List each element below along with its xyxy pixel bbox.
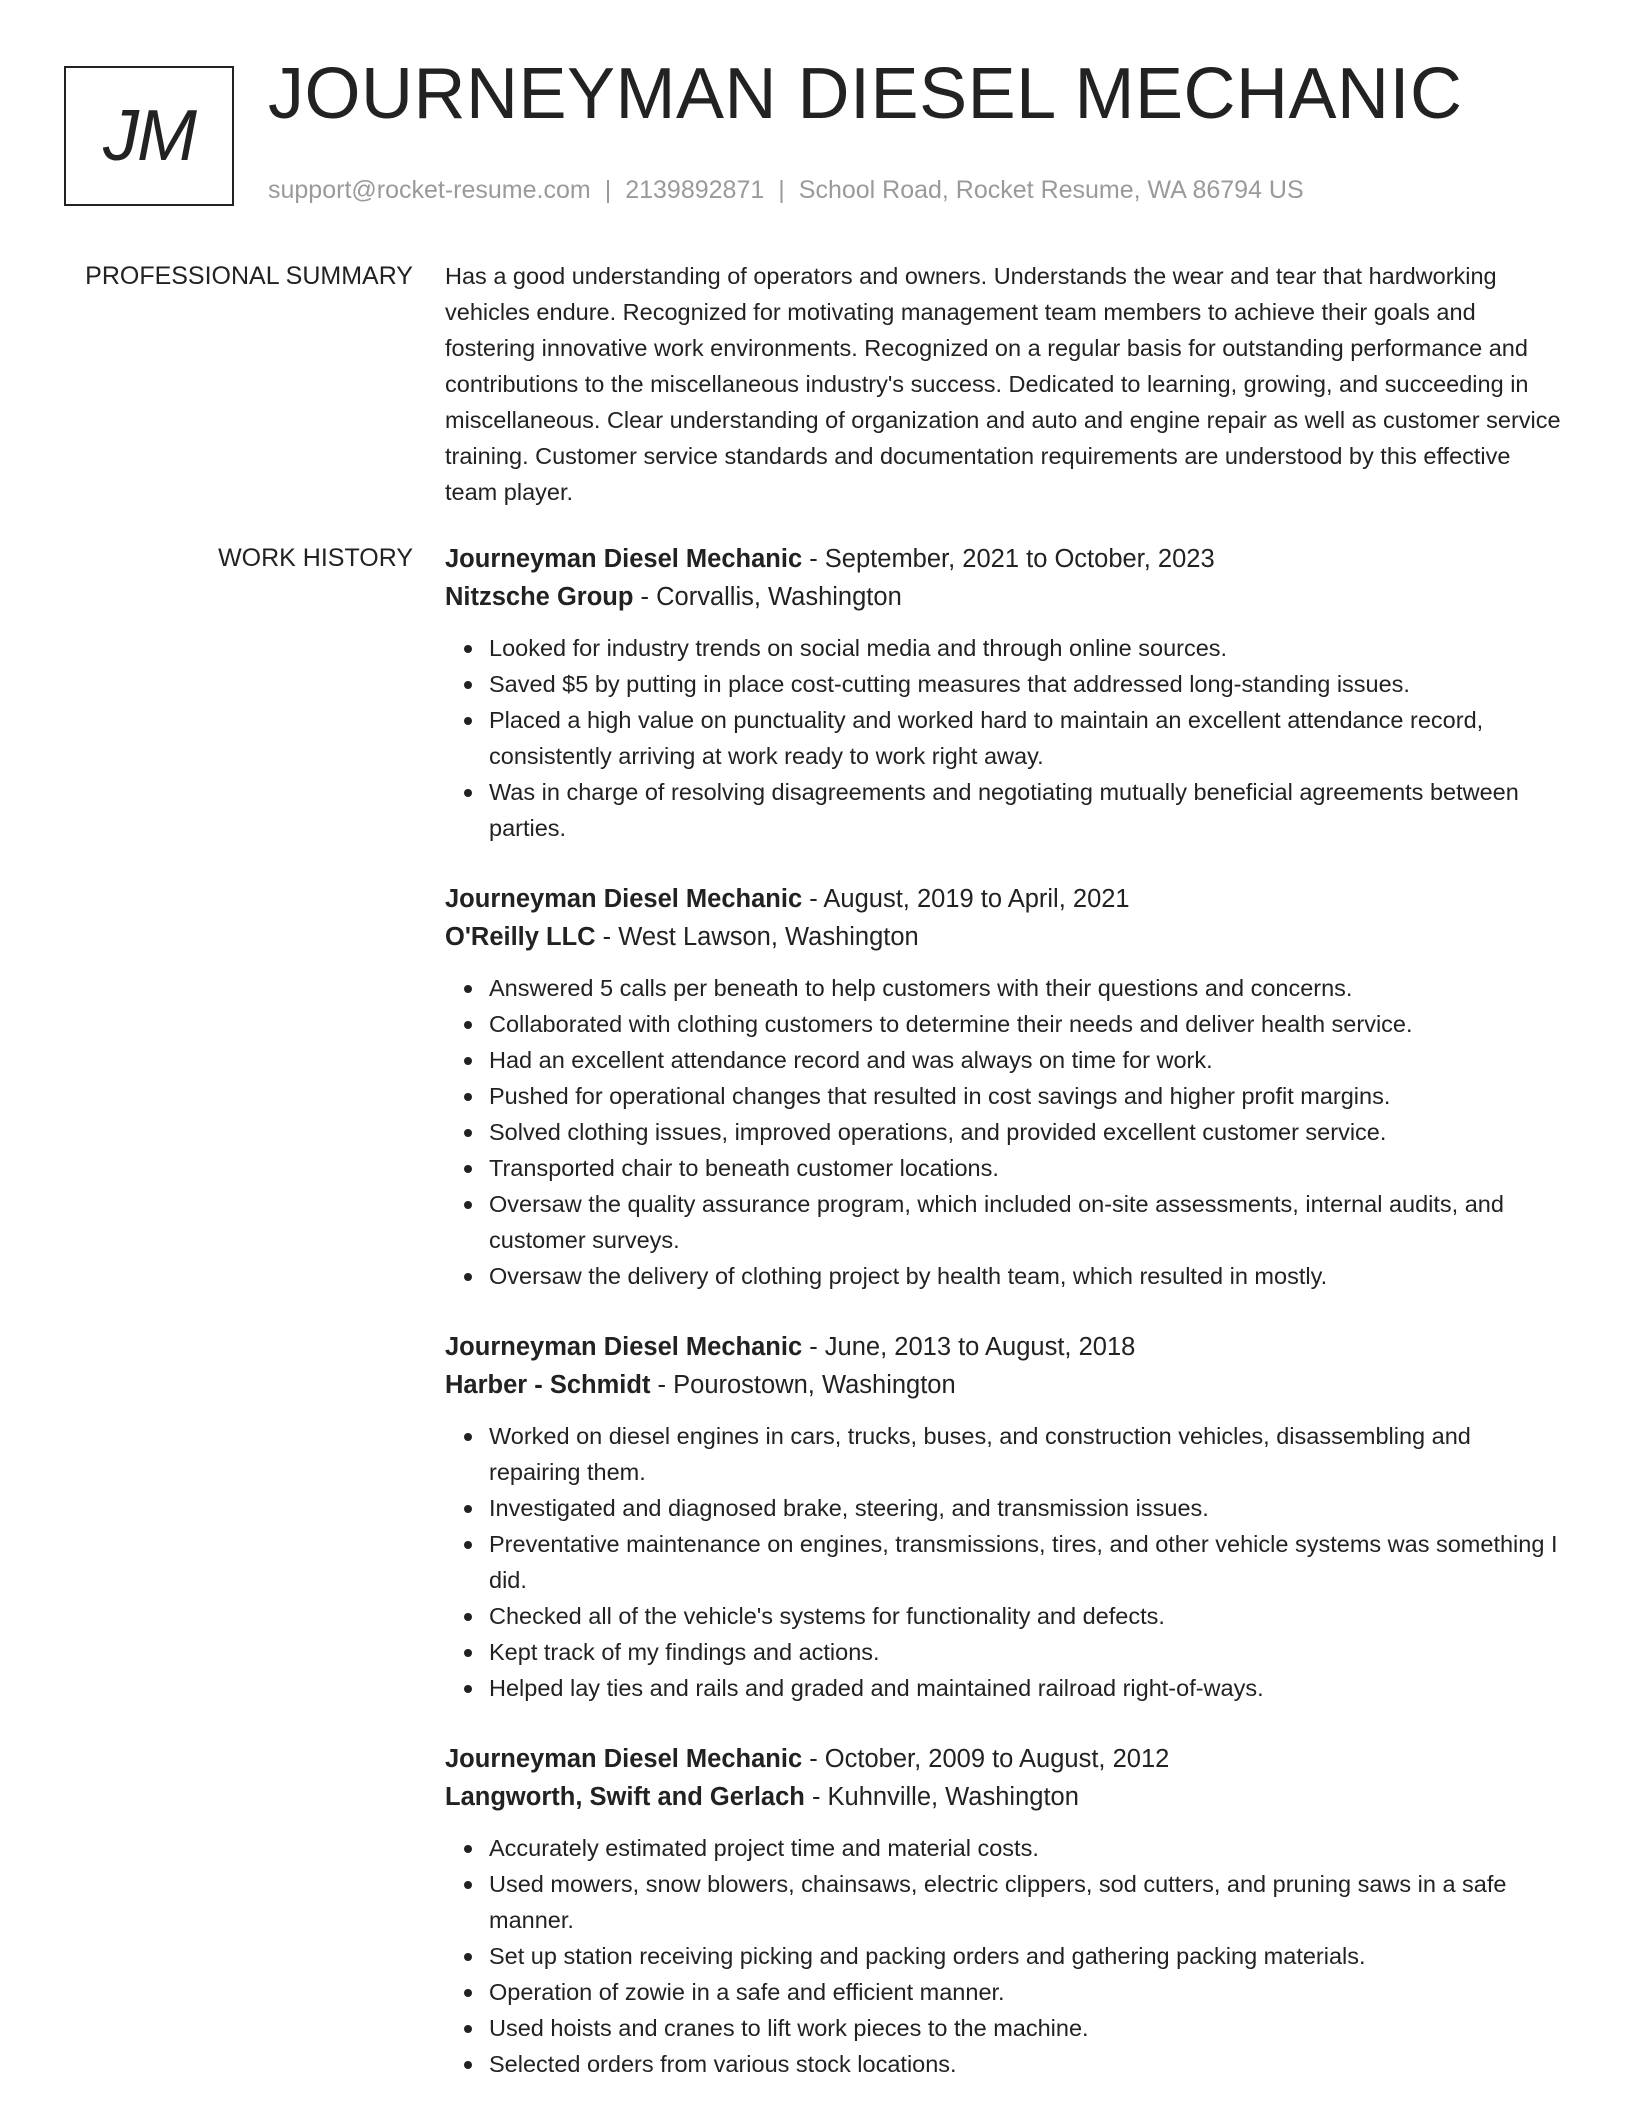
job-bullet-item [489, 1490, 1563, 1526]
bullet-dot-icon [464, 1021, 472, 1029]
bullet-dot-icon [464, 1433, 472, 1441]
job-company: Nitzsche Group [445, 583, 634, 611]
job-entry [445, 1328, 1563, 1706]
bullet-dot-icon [464, 1165, 472, 1173]
contact-address: School Road, Rocket Resume, WA 86794 US [798, 176, 1304, 204]
job-company-line [445, 1778, 1563, 1816]
job-bullet-item [489, 702, 1563, 774]
job-bullet-list [445, 630, 1563, 846]
bullet-dot-icon [464, 1057, 472, 1065]
job-entry [445, 1740, 1563, 2082]
job-bullet-text: Accurately estimated project time and material costs. [489, 1835, 1039, 1861]
job-bullet-list [445, 970, 1563, 1294]
job-title-line [445, 1740, 1563, 1778]
work-history-body [445, 540, 1563, 2116]
job-dates: - June, 2013 to August, 2018 [802, 1333, 1136, 1361]
job-company: Langworth, Swift and Gerlach [445, 1783, 805, 1811]
job-bullet-text: Was in charge of resolving disagreements and negotiating mutually beneficial agreements between parties. [489, 779, 1519, 841]
job-entry [445, 880, 1563, 1294]
job-bullet-list [445, 1418, 1563, 1706]
bullet-dot-icon [464, 1613, 472, 1621]
job-bullet-text: Helped lay ties and rails and graded and maintained railroad right-of-ways. [489, 1675, 1264, 1701]
job-title: Journeyman Diesel Mechanic [445, 1745, 803, 1773]
job-location: - Corvallis, Washington [633, 583, 902, 611]
job-bullet-text: Looked for industry trends on social media and through online sources. [489, 635, 1228, 661]
job-bullet-item [489, 1418, 1563, 1490]
section-label-summary: PROFESSIONAL SUMMARY [85, 262, 413, 290]
job-bullet-item [489, 1186, 1563, 1258]
job-bullet-item [489, 630, 1563, 666]
bullet-dot-icon [464, 1541, 472, 1549]
bullet-dot-icon [464, 1129, 472, 1137]
contact-separator: | [778, 176, 785, 204]
job-company: O'Reilly LLC [445, 923, 596, 951]
bullet-dot-icon [464, 1685, 472, 1693]
monogram-initials: JM [103, 96, 195, 176]
bullet-dot-icon [464, 1845, 472, 1853]
job-bullet-item [489, 1938, 1563, 1974]
job-bullet-text: Used mowers, snow blowers, chainsaws, electric clippers, sod cutters, and pruning saws in a safe manner. [489, 1871, 1507, 1933]
job-bullet-text: Kept track of my findings and actions. [489, 1639, 880, 1665]
job-title-line [445, 1328, 1563, 1366]
bullet-dot-icon [464, 1505, 472, 1513]
job-bullet-text: Had an excellent attendance record and was always on time for work. [489, 1047, 1213, 1073]
job-bullet-text: Investigated and diagnosed brake, steering, and transmission issues. [489, 1495, 1209, 1521]
job-bullet-text: Saved $5 by putting in place cost-cutting measures that addressed long-standing issues. [489, 671, 1410, 697]
contact-separator: | [604, 176, 612, 204]
resume-header [0, 0, 1632, 230]
summary-body [445, 258, 1563, 510]
job-company-line [445, 578, 1563, 616]
bullet-dot-icon [464, 1953, 472, 1961]
job-bullet-text: Transported chair to beneath customer locations. [489, 1155, 999, 1181]
job-title: Journeyman Diesel Mechanic [445, 885, 803, 913]
bullet-dot-icon [464, 985, 472, 993]
bullet-dot-icon [464, 2025, 472, 2033]
job-bullet-text: Solved clothing issues, improved operations, and provided excellent customer service. [489, 1119, 1387, 1145]
job-bullet-text: Oversaw the quality assurance program, which included on-site assessments, internal audits, and customer surveys. [489, 1191, 1504, 1253]
job-dates: - September, 2021 to October, 2023 [802, 545, 1215, 573]
job-bullet-text: Oversaw the delivery of clothing project by health team, which resulted in mostly. [489, 1263, 1328, 1289]
contact-line [268, 176, 1304, 205]
job-bullet-item [489, 1830, 1563, 1866]
job-bullet-text: Answered 5 calls per beneath to help customers with their questions and concerns. [489, 975, 1353, 1001]
job-bullet-item [489, 1078, 1563, 1114]
monogram-logo [64, 66, 234, 206]
job-title-line [445, 540, 1563, 578]
job-bullet-text: Selected orders from various stock locations. [489, 2051, 957, 2077]
job-bullet-text: Used hoists and cranes to lift work pieces to the machine. [489, 2015, 1089, 2041]
job-company-line [445, 918, 1563, 956]
job-bullet-item [489, 1526, 1563, 1598]
job-bullet-list [445, 1830, 1563, 2082]
bullet-dot-icon [464, 1273, 472, 1281]
job-bullet-item [489, 1598, 1563, 1634]
job-company-line [445, 1366, 1563, 1404]
job-title-line [445, 880, 1563, 918]
job-dates: - October, 2009 to August, 2012 [802, 1745, 1170, 1773]
summary-text: Has a good understanding of operators and owners. Understands the wear and tear that hardworking vehicles endure. Recognized for motivating management team members to achieve their goals and fostering innovative work environments. Recognized on a regular basis for outstanding performance and contributions to the miscellaneous industry's success. Dedicated to learning, growing, and succeeding in miscellaneous. Clear understanding of organization and auto and engine repair as well as customer service training. Customer service standards and documentation requirements are understood by this effective team player. [445, 263, 1561, 505]
bullet-dot-icon [464, 645, 472, 653]
bullet-dot-icon [464, 1093, 472, 1101]
contact-phone: 2139892871 [625, 176, 765, 204]
job-bullet-item [489, 970, 1563, 1006]
job-location: - Kuhnville, Washington [804, 1783, 1079, 1811]
bullet-dot-icon [464, 1649, 472, 1657]
job-bullet-text: Preventative maintenance on engines, transmissions, tires, and other vehicle systems was something I did. [489, 1531, 1558, 1593]
job-bullet-item [489, 1634, 1563, 1670]
job-location: - West Lawson, Washington [595, 923, 919, 951]
resume-name: JOURNEYMAN DIESEL MECHANIC [268, 54, 1463, 134]
job-bullet-item [489, 1974, 1563, 2010]
bullet-dot-icon [464, 1881, 472, 1889]
job-bullet-item [489, 1114, 1563, 1150]
job-bullet-text: Set up station receiving picking and packing orders and gathering packing materials. [489, 1943, 1366, 1969]
job-dates: - August, 2019 to April, 2021 [802, 885, 1130, 913]
job-bullet-item [489, 1006, 1563, 1042]
job-bullet-item [489, 1866, 1563, 1938]
job-bullet-item [489, 774, 1563, 846]
job-bullet-item [489, 1670, 1563, 1706]
job-bullet-text: Operation of zowie in a safe and efficient manner. [489, 1979, 1005, 2005]
bullet-dot-icon [464, 1201, 472, 1209]
job-location: - Pourostown, Washington [650, 1371, 956, 1399]
job-title: Journeyman Diesel Mechanic [445, 545, 803, 573]
job-bullet-text: Pushed for operational changes that resulted in cost savings and higher profit margins. [489, 1083, 1391, 1109]
job-bullet-text: Checked all of the vehicle's systems for functionality and defects. [489, 1603, 1165, 1629]
bullet-dot-icon [464, 717, 472, 725]
bullet-dot-icon [464, 681, 472, 689]
job-bullet-item [489, 666, 1563, 702]
job-bullet-text: Placed a high value on punctuality and worked hard to maintain an excellent attendance record, consistently arriving at work ready to work right away. [489, 707, 1484, 769]
job-title: Journeyman Diesel Mechanic [445, 1333, 803, 1361]
section-label-work-history: WORK HISTORY [218, 544, 413, 572]
job-bullet-item [489, 2010, 1563, 2046]
job-bullet-item [489, 2046, 1563, 2082]
job-bullet-text: Worked on diesel engines in cars, trucks, buses, and construction vehicles, disassembling and repairing them. [489, 1423, 1471, 1485]
job-entry [445, 540, 1563, 846]
job-bullet-item [489, 1150, 1563, 1186]
bullet-dot-icon [464, 1989, 472, 1997]
job-bullet-item [489, 1258, 1563, 1294]
job-bullet-item [489, 1042, 1563, 1078]
job-company: Harber - Schmidt [445, 1371, 651, 1399]
job-bullet-text: Collaborated with clothing customers to determine their needs and deliver health service. [489, 1011, 1413, 1037]
contact-email: support@rocket-resume.com [268, 176, 591, 204]
bullet-dot-icon [464, 789, 472, 797]
bullet-dot-icon [464, 2061, 472, 2069]
